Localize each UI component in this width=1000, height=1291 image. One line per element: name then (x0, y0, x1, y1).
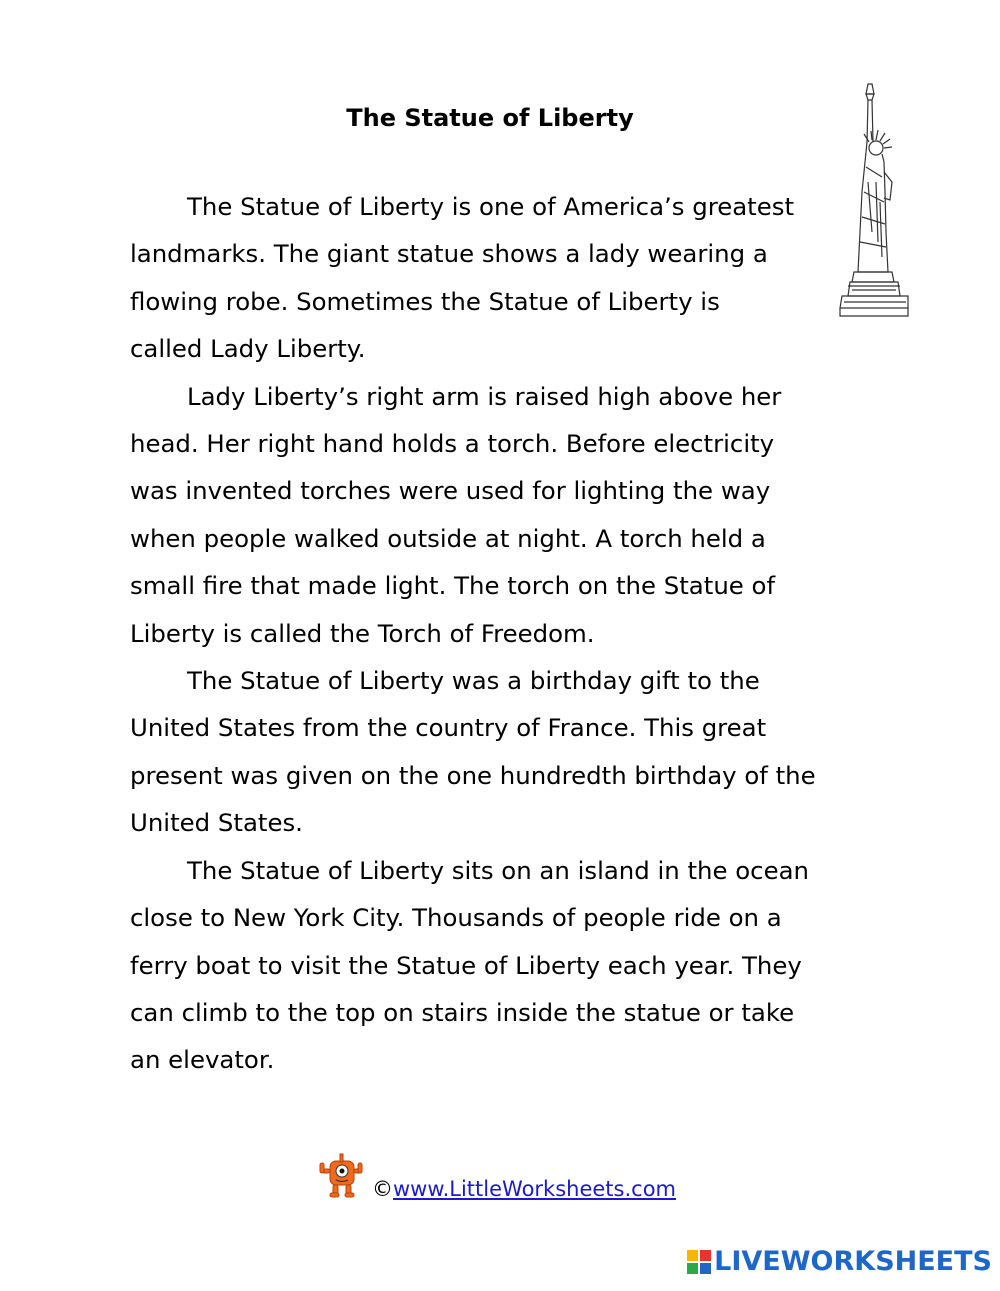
body-text (130, 183, 890, 1084)
footer-credit (372, 1177, 676, 1201)
liveworksheets-logo-icon (686, 1249, 712, 1275)
paragraph-line: The Statue of Liberty sits on an island in the ocean (187, 855, 809, 885)
copyright-symbol: © (372, 1177, 393, 1201)
footer (318, 1150, 676, 1200)
paragraph-line: Liberty is called the Torch of Freedom. (130, 618, 595, 648)
paragraph-line: ferry boat to visit the Statue of Liberty each year. They (130, 950, 802, 980)
paragraph-line: Lady Liberty’s right arm is raised high above her (187, 381, 782, 411)
paragraph-line: present was given on the one hundredth birthday of the (130, 760, 816, 790)
paragraph-line: was invented torches were used for lighting the way (130, 476, 771, 506)
paragraph-line: called Lady Liberty. (130, 334, 366, 364)
paragraph-line: United States from the country of France. This great (130, 713, 767, 743)
paragraph-line: United States. (130, 808, 303, 838)
paragraph-line: head. Her right hand holds a torch. Before electricity (130, 429, 775, 459)
monster-icon (318, 1151, 364, 1199)
paragraph-line: close to New York City. Thousands of people ride on a (130, 903, 782, 933)
littleworksheets-link[interactable]: www.LittleWorksheets.com (393, 1177, 676, 1201)
paragraph-line: The Statue of Liberty was a birthday gift to the (187, 666, 760, 696)
paragraph-line: The Statue of Liberty is one of America’s greatest (187, 192, 795, 221)
liveworksheets-wordmark: LIVEWORKSHEETS (714, 1246, 992, 1277)
paragraph-line: small fire that made light. The torch on the Statue of (130, 571, 776, 601)
liveworksheets-branding (686, 1246, 992, 1277)
paragraph-line: when people walked outside at night. A torch held a (130, 523, 766, 553)
paragraph-line: landmarks. The giant statue shows a lady wearing a (130, 239, 768, 269)
page-title: The Statue of Liberty (346, 104, 634, 132)
paragraph-line: flowing robe. Sometimes the Statue of Liberty is (130, 286, 720, 316)
paragraph-line: can climb to the top on stairs inside the statue or take (130, 997, 795, 1027)
paragraph-line: an elevator. (130, 1045, 275, 1075)
